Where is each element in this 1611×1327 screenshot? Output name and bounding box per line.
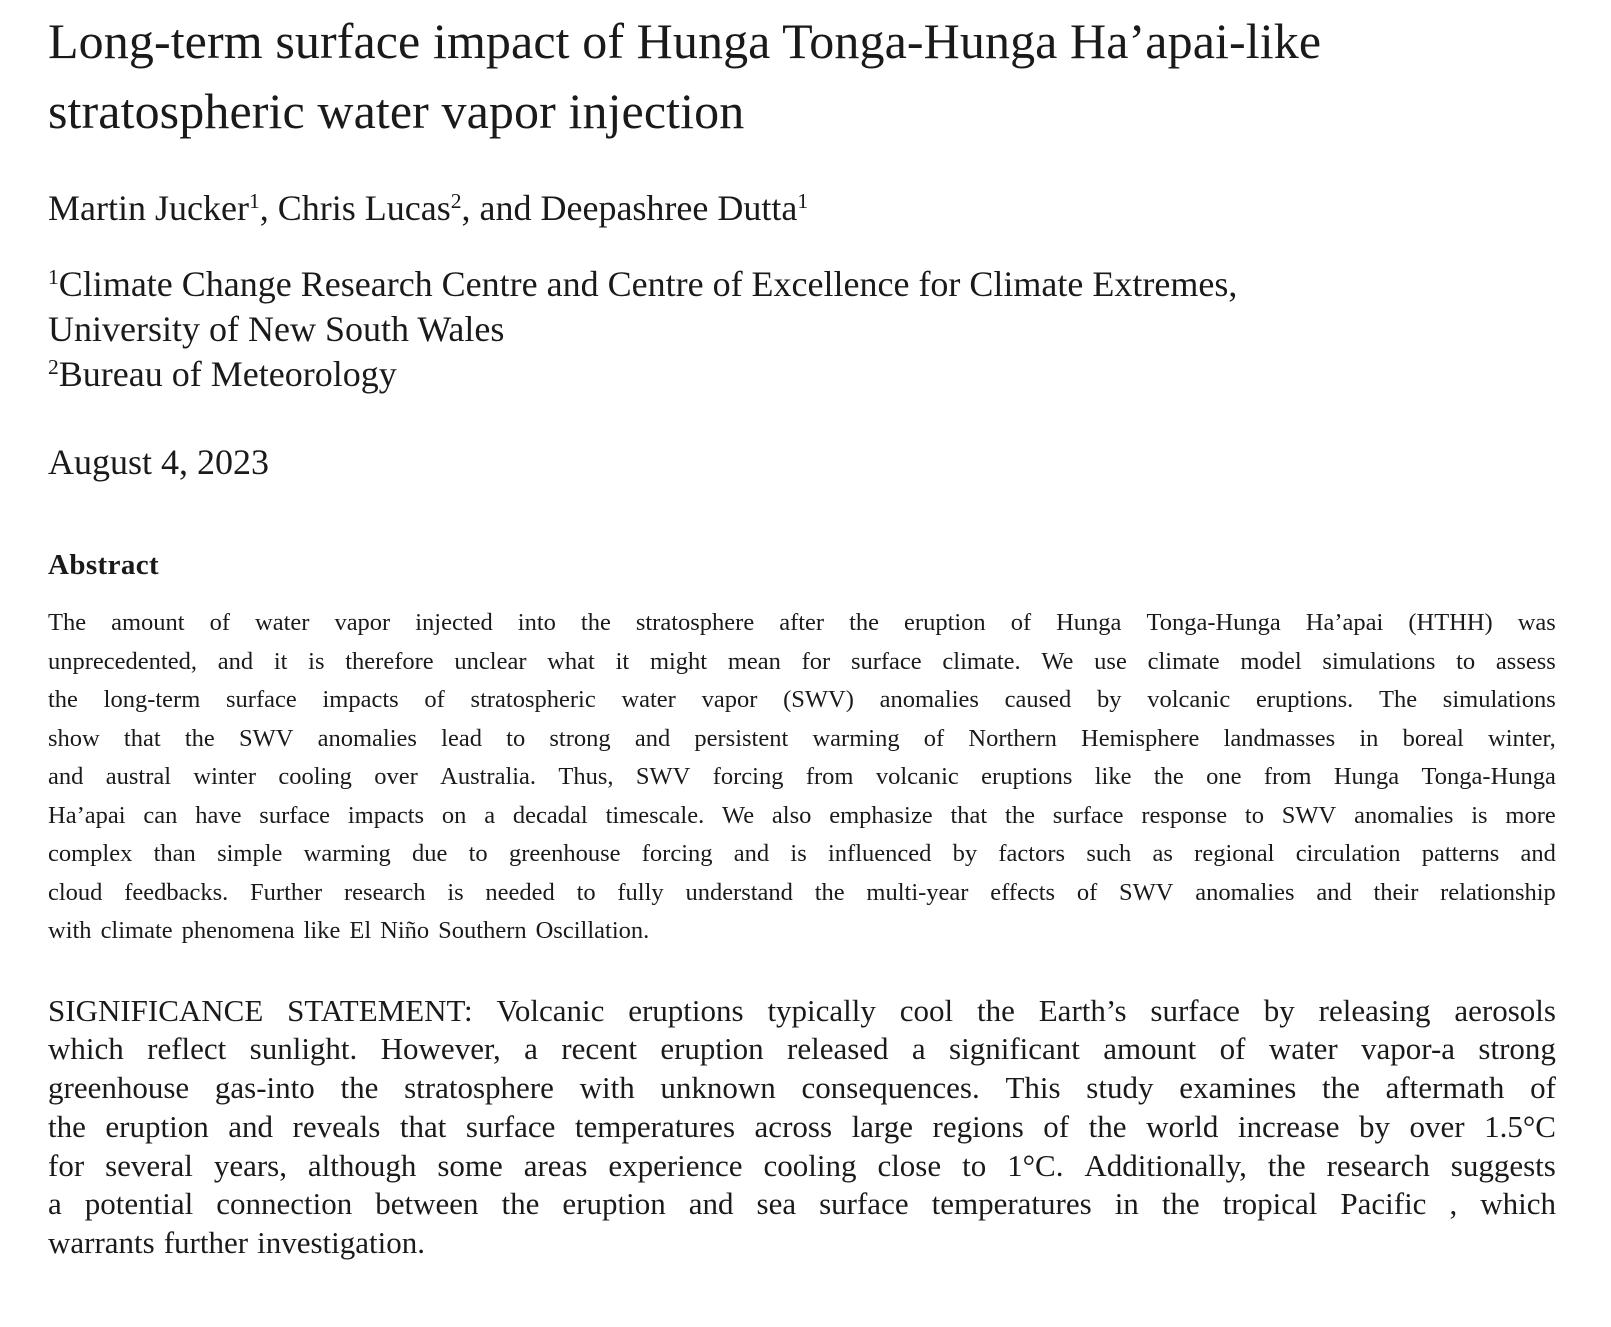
affiliation-list	[48, 262, 1600, 397]
significance-line: a potential connection between the eruption and sea surface temperatures in the tropical Pacific , which	[48, 1186, 1556, 1222]
affiliation-1-continued: University of New South Wales	[48, 309, 505, 349]
author-list: Martin Jucker$^1$, Chris Lucas$^2$, and Deepashree Dutta$^1$	[48, 188, 809, 228]
significance-line: greenhouse gas-into the stratosphere with unknown consequences. This study examines the aftermath of	[48, 1070, 1556, 1106]
paper-page	[48, 0, 1600, 1263]
significance-line: which reflect sunlight. However, a recent eruption released a significant amount of water vapor-a strong	[48, 1031, 1556, 1067]
author-name: Chris Lucas	[277, 188, 451, 228]
author-name: Deepashree Dutta	[540, 188, 798, 228]
abstract-line: The amount of water vapor injected into the stratosphere after the eruption of Hunga Tonga-Hunga Ha’apai (HTHH) was	[48, 609, 1556, 636]
significance-statement	[48, 992, 1556, 1264]
author-affiliation-marker: 1	[797, 189, 809, 214]
abstract-heading: Abstract	[48, 549, 160, 581]
abstract-line: complex than simple warming due to greenhouse forcing and is influenced by factors such as regional circulation patterns and	[48, 840, 1556, 867]
title-line-2: stratospheric water vapor injection	[48, 83, 745, 139]
affiliation-text: Bureau of Meteorology	[58, 354, 397, 394]
title-line-1: Long-term surface impact of Hunga Tonga-Hunga Ha’apai-like	[48, 13, 1322, 69]
significance-line: warrants further investigation.	[48, 1225, 425, 1261]
author-name: Martin Jucker	[48, 188, 249, 228]
abstract-line: and austral winter cooling over Australia. Thus, SWV forcing from volcanic eruptions like the one from Hunga Tonga-Hunga	[48, 763, 1556, 790]
abstract-line: Ha’apai can have surface impacts on a decadal timescale. We also emphasize that the surface response to SWV anomalies is more	[48, 801, 1556, 829]
affiliation-text: Climate Change Research Centre and Centre of Excellence for Climate Extremes,	[58, 264, 1238, 304]
abstract-line: cloud feedbacks. Further research is needed to fully understand the multi-year effects of SWV anomalies and their relationship	[48, 878, 1556, 906]
affiliation-1	[48, 262, 1600, 307]
author-affiliation-marker: 1	[248, 189, 260, 214]
affiliation-2	[48, 352, 1600, 397]
significance-line: the eruption and reveals that surface temperatures across large regions of the world increase by over 1.5°C	[48, 1108, 1556, 1144]
abstract-line: unprecedented, and it is therefore unclear what it might mean for surface climate. We use climate model simulations to assess	[48, 647, 1556, 675]
abstract-line: the long-term surface impacts of stratospheric water vapor (SWV) anomalies caused by volcanic eruptions. The simulations	[48, 686, 1556, 713]
significance-line: for several years, although some areas experience cooling close to 1°C. Additionally, the research suggests	[48, 1147, 1556, 1183]
affiliation-marker: 1	[48, 265, 59, 290]
abstract-line: show that the SWV anomalies lead to strong and persistent warming of Northern Hemisphere landmasses in boreal winter,	[48, 724, 1556, 752]
author-affiliation-marker: 2	[450, 189, 462, 214]
significance-line: SIGNIFICANCE STATEMENT: Volcanic eruptions typically cool the Earth’s surface by releasing aerosols	[48, 992, 1556, 1028]
affiliation-marker: 2	[48, 355, 59, 380]
publication-date: August 4, 2023	[48, 442, 270, 482]
abstract-line: with climate phenomena like El Niño Southern Oscillation.	[48, 917, 650, 944]
paper-title	[48, 6, 1600, 146]
abstract-body	[48, 604, 1556, 951]
